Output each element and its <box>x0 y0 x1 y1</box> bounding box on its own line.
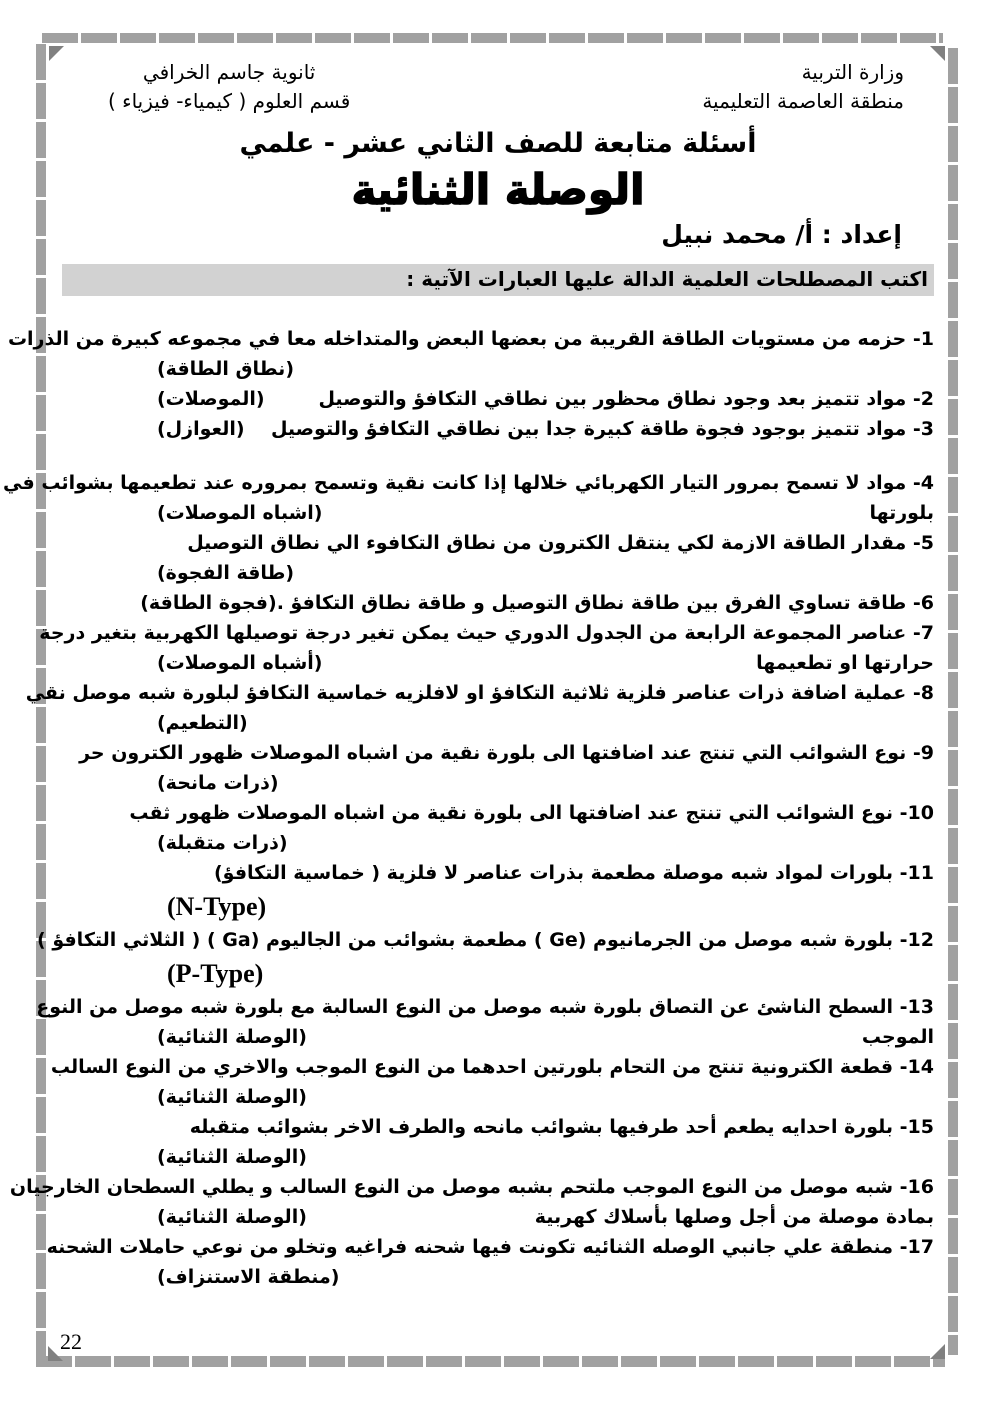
question-item <box>62 858 934 925</box>
document-header <box>62 58 934 116</box>
question-item <box>62 798 934 858</box>
question-item <box>25 678 934 738</box>
question-text: 17- منطقة علي جانبي الوصله الثنائيه تكونت فيها شحنه فراغيه وتخلو من نوعي حاملات الشحنه <box>46 1236 934 1258</box>
question-line <box>62 798 934 828</box>
question-line <box>62 738 934 768</box>
question-text: 10- نوع الشوائب التي تنتج عند اضافتها الى بلورة نقية من اشباه الموصلات ظهور ثقب <box>129 802 934 824</box>
question-text: 13- السطح الناشئ عن التصاق بلورة شبه موصل من النوع السالبة مع بلورة شبه موصل من النوع <box>36 996 934 1018</box>
answer-text: (ذرات متقبلة) <box>157 832 288 854</box>
answer-text: (N-Type) <box>167 892 267 921</box>
questions-list <box>3 324 934 1292</box>
question-text: 2- مواد تتميز بعد وجود نطاق محظور بين نطاقي التكافؤ والتوصيل <box>318 388 934 410</box>
question-text: 5- مقدار الطاقة الازمة لكي ينتقل الكترون من نطاق التكافوء الي نطاق التوصيل <box>187 532 934 554</box>
question-line <box>62 384 934 414</box>
question-text: الموجب <box>861 1026 934 1048</box>
header-school-block <box>108 58 350 116</box>
question-line <box>62 558 934 588</box>
answer-text: (الوصلة الثنائية) <box>157 1146 307 1168</box>
answer-text: (منطقة الاستنزاف) <box>157 1266 340 1288</box>
question-line <box>62 1082 934 1112</box>
question-line <box>62 1112 934 1142</box>
question-line <box>62 1022 934 1052</box>
question-item <box>36 992 934 1052</box>
question-item <box>50 1052 934 1112</box>
question-line <box>62 648 934 678</box>
question-line <box>62 1202 934 1232</box>
question-item <box>62 384 934 414</box>
question-line <box>9 1172 934 1202</box>
page-title: الوصلة الثنائية <box>351 165 645 214</box>
page-border-top <box>42 33 943 43</box>
district-line: منطقة العاصمة التعليمية <box>702 89 904 113</box>
question-text: 11- بلورات لمواد شبه موصلة مطعمة بذرات عناصر لا فلزية ( خماسية التكافؤ) <box>214 862 934 884</box>
question-item <box>39 618 934 678</box>
question-text: 16- شبه موصل من النوع الموجب ملتحم بشبه موصل من النوع السالب و يطلي السطحان الخارجيان <box>9 1176 934 1198</box>
question-item <box>62 588 934 618</box>
answer-text: (الوصلة الثنائية) <box>157 1086 307 1108</box>
question-line <box>39 618 934 648</box>
answer-text: (نطاق الطاقة) <box>157 358 294 380</box>
answer-text: (ذرات مانحة) <box>157 772 279 794</box>
question-text: حرارتها او تطعيمها <box>756 652 934 674</box>
question-line <box>62 1262 934 1292</box>
question-text: 3- مواد تتميز بوجود فجوة طاقة كبيرة جدا بين نطاقي التكافؤ والتوصيل <box>270 418 934 440</box>
corner-triangle-bottom-right-icon <box>930 1344 945 1359</box>
question-line <box>62 498 934 528</box>
answer-text: (P-Type) <box>167 959 264 988</box>
question-line <box>37 925 934 955</box>
answer-text: (العوازل) <box>157 418 245 440</box>
question-item <box>62 738 934 798</box>
question-item <box>46 1232 934 1292</box>
question-item <box>62 528 934 588</box>
answer-text: (فجوة الطاقة) <box>140 592 277 614</box>
school-line: ثانوية جاسم الخرافي <box>142 60 316 84</box>
question-line <box>25 678 934 708</box>
question-line <box>46 1232 934 1262</box>
question-text: بمادة موصلة من أجل وصلها بأسلاك كهربية <box>534 1206 934 1228</box>
answer-text: (أشباه الموصلات) <box>157 652 323 674</box>
question-text: 1- حزمه من مستويات الطاقة القريبة من بعضها البعض والمتداخله معا في مجموعه كبيرة من الذرات <box>7 328 934 350</box>
header-ministry-block <box>702 58 904 116</box>
page-border-bottom <box>36 1356 945 1367</box>
question-line <box>62 588 934 618</box>
question-text: 12- بلورة شبه موصل من الجرمانيوم (Ge ) مطعمة بشوائب من الجاليوم (Ga ) ( الثلاثي التكافؤ ) <box>37 929 934 951</box>
question-line <box>7 324 934 354</box>
section-header-bar: اكتب المصطلحات العلمية الدالة عليها العبارات الآتية : <box>62 264 934 296</box>
question-item <box>37 925 934 992</box>
ministry-line: وزارة التربية <box>801 60 904 84</box>
question-item <box>3 468 934 528</box>
answer-text: (طاقة الفجوة) <box>157 562 295 584</box>
question-line <box>62 888 934 925</box>
question-text: 14- قطعة الكترونية تنتج من التحام بلورتين احدهما من النوع الموجب والاخري من النوع السالب <box>50 1056 934 1078</box>
question-line <box>62 858 934 888</box>
department-line: قسم العلوم ( كيمياء- فيزياء ) <box>108 89 351 113</box>
page-content <box>3 58 934 1292</box>
question-line <box>3 468 934 498</box>
question-line <box>36 992 934 1022</box>
question-text: 8- عملية اضافة ذرات عناصر فلزية ثلاثية التكافؤ او لافلزيه خماسية التكافؤ لبلورة شبه موصل نقي <box>25 682 934 704</box>
question-line <box>62 1142 934 1172</box>
page-border-right <box>948 48 958 1355</box>
question-item <box>9 1172 934 1232</box>
answer-text: (اشباه الموصلات) <box>157 502 323 524</box>
question-text: 6- طاقة تساوي الفرق بين طاقة نطاق التوصيل و طاقة نطاق التكافؤ . <box>276 592 934 614</box>
question-line <box>62 414 934 444</box>
page-number: 22 <box>60 1329 82 1354</box>
question-item <box>62 1112 934 1172</box>
question-text: 4- مواد لا تسمح بمرور التيار الكهربائي خلالها إذا كانت نقية وتسمح بمروره عند تطعيمها بشوائب في <box>3 472 934 494</box>
question-text: 7- عناصر المجموعة الرابعة من الجدول الدوري حيث يمكن تغير درجة توصيلها الكهربية بتغير درجة <box>39 622 934 644</box>
question-text: 9- نوع الشوائب التي تنتج عند اضافتها الى بلورة نقية من اشباه الموصلات ظهور الكترون حر <box>79 742 934 764</box>
prepared-by-line: إعداد : أ/ محمد نبيل <box>661 220 902 249</box>
answer-text: (الوصلة الثنائية) <box>157 1026 307 1048</box>
question-line <box>62 768 934 798</box>
question-text: 15- بلورة احدايه يطعم أحد طرفيها بشوائب مانحه والطرف الاخر بشوائب متقبله <box>189 1116 934 1138</box>
answer-text: (الموصلات) <box>157 388 265 410</box>
question-line <box>50 1052 934 1082</box>
worksheet-subtitle: أسئلة متابعة للصف الثاني عشر - علمي <box>239 128 757 159</box>
question-line <box>62 955 934 992</box>
question-line <box>62 708 934 738</box>
question-line <box>62 354 934 384</box>
question-line <box>62 528 934 558</box>
answer-text: (الوصلة الثنائية) <box>157 1206 307 1228</box>
question-text: بلورتها <box>869 502 934 524</box>
answer-text: (التطعيم) <box>157 712 248 734</box>
question-item <box>7 324 934 384</box>
question-item <box>62 414 934 444</box>
question-line <box>62 828 934 858</box>
